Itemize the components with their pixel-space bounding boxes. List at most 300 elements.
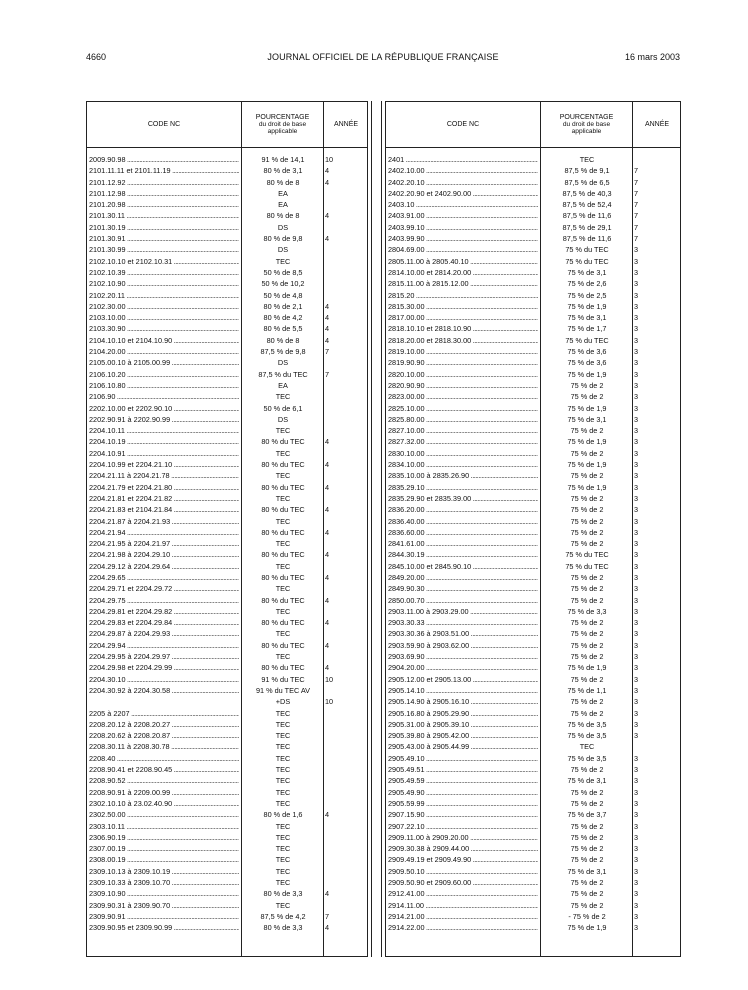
percentage-cell: 75 % de 1,1 (567, 685, 607, 695)
year-cell: 3 (634, 595, 639, 605)
percentage-cell: 75 % de 3,6 (567, 358, 607, 368)
year-cell: 3 (634, 267, 639, 277)
year-cell: 7 (325, 911, 330, 921)
year-cell: 3 (634, 663, 639, 673)
code-cell: 2804.69.00 ..... (388, 244, 538, 255)
code-cell: 2102.10.90 ..... (89, 278, 239, 289)
table-row (87, 674, 367, 685)
table-row (386, 482, 680, 493)
table-row (87, 719, 367, 730)
percentage-cell: 75 % de 2 (570, 629, 604, 639)
code-cell: 2819.10.00 ..... (388, 346, 538, 357)
table-row (87, 177, 367, 188)
table-row (386, 516, 680, 527)
code-cell: 2830.10.00 ..... (388, 448, 538, 459)
year-cell: 3 (634, 313, 639, 323)
year-cell: 3 (634, 753, 639, 763)
year-cell: 3 (634, 708, 639, 718)
percentage-cell: 75 % de 3,1 (567, 267, 607, 277)
table-row (87, 516, 367, 527)
table-row (386, 583, 680, 594)
code-cell: 2815.20 ..... (388, 290, 538, 301)
percentage-cell: TEC (275, 821, 291, 831)
code-cell: 2836.20.00 ..... (388, 504, 538, 515)
code-cell: 2849.90.30 ..... (388, 583, 538, 594)
table-row (386, 493, 680, 504)
percentage-cell: TEC (275, 448, 291, 458)
code-cell: 2101.12.92 ..... (89, 177, 239, 188)
code-cell: 2827.10.00 ..... (388, 425, 538, 436)
table-row (87, 210, 367, 221)
code-cell: 2912.41.00 ..... (388, 888, 538, 899)
percentage-cell: 50 % de 6,1 (263, 403, 303, 413)
table-row (87, 504, 367, 515)
year-cell: 3 (634, 787, 639, 797)
percentage-cell: 80 % de 2,1 (263, 301, 303, 311)
code-cell: 2105.00.10 à 2105.00.99 ..... (89, 357, 239, 368)
percentage-cell: 80 % de 3,1 (263, 166, 303, 176)
percentage-cell: 75 % du TEC (565, 561, 609, 571)
code-cell: 2204.21.83 et 2104.21.84 ..... (89, 504, 239, 515)
code-cell: 2835.10.00 à 2835.26.90 ..... (388, 470, 538, 481)
code-cell: 2106.10.80 ..... (89, 380, 239, 391)
percentage-cell: TEC (579, 155, 595, 164)
code-cell: 2815.30.00 ..... (388, 301, 538, 312)
table-row (386, 436, 680, 447)
percentage-cell: DS (277, 414, 289, 424)
table-row (386, 854, 680, 865)
year-cell: 3 (634, 618, 639, 628)
percentage-cell: 80 % du TEC (261, 640, 305, 650)
percentage-cell: 75 % du TEC (565, 245, 609, 255)
code-cell: 2905.49.51 ..... (388, 764, 538, 775)
table-row (386, 561, 680, 572)
percentage-cell: 75 % de 1,9 (567, 663, 607, 673)
table-row (87, 843, 367, 854)
table-row (386, 380, 680, 391)
code-cell: 2204.21.11 à 2204.21.78 ..... (89, 470, 239, 481)
table-row (386, 527, 680, 538)
code-cell: 2903.11.00 à 2903.29.00 ..... (388, 606, 538, 617)
year-cell: 4 (325, 460, 330, 470)
table-row (87, 583, 367, 594)
header-code: CODE NC (147, 121, 181, 128)
table-row (87, 640, 367, 651)
code-cell: 2835.29.10 ..... (388, 482, 538, 493)
table-row (87, 436, 367, 447)
percentage-cell: TEC (275, 753, 291, 763)
table-row (386, 900, 680, 911)
table-header (386, 102, 680, 148)
percentage-cell: 75 % de 2 (570, 900, 604, 910)
percentage-cell: EA (278, 380, 288, 390)
code-cell: 2101.30.19 ..... (89, 222, 239, 233)
code-cell: 2309.90.95 et 2309.90.99 ..... (89, 922, 239, 933)
percentage-cell: 87,5 % de 40,3 (562, 188, 612, 198)
table-row (386, 199, 680, 210)
table-row (87, 549, 367, 560)
table-row (386, 154, 680, 165)
year-cell: 4 (325, 663, 330, 673)
percentage-cell: 50 % de 4,8 (263, 290, 303, 300)
code-cell: 2818.10.10 et 2818.10.90 ..... (388, 323, 538, 334)
table-row (386, 640, 680, 651)
code-cell: 2101.30.11 ..... (89, 210, 239, 221)
percentage-cell: 75 % de 2 (570, 821, 604, 831)
percentage-cell: 80 % de 3,3 (263, 889, 303, 899)
percentage-cell: 75 % du TEC (565, 256, 609, 266)
code-cell: 2909.49.19 et 2909.49.90 ..... (388, 854, 538, 865)
code-cell: 2102.30.00 ..... (89, 301, 239, 312)
year-cell: 4 (325, 234, 330, 244)
percentage-cell: 80 % de 9,8 (263, 234, 303, 244)
percentage-cell: 91 % de 14,1 (261, 155, 305, 164)
code-cell: 2834.10.00 ..... (388, 459, 538, 470)
right-table (385, 101, 681, 957)
table-row (386, 278, 680, 289)
percentage-cell: TEC (275, 798, 291, 808)
year-cell: 3 (634, 256, 639, 266)
percentage-cell: 75 % de 2 (570, 380, 604, 390)
percentage-cell: 80 % du TEC (261, 482, 305, 492)
table-row (386, 222, 680, 233)
table-row (87, 323, 367, 334)
header-year: ANNÉE (644, 121, 670, 128)
percentage-cell: TEC (275, 426, 291, 436)
code-cell: 2102.20.11 ..... (89, 290, 239, 301)
percentage-cell: 80 % de 8 (266, 335, 300, 345)
percentage-cell: 50 % de 8,5 (263, 267, 303, 277)
year-cell: 4 (325, 618, 330, 628)
code-cell: 2106.10.20 ..... (89, 369, 239, 380)
percentage-cell: 75 % de 2 (570, 889, 604, 899)
code-cell: 2836.40.00 ..... (388, 516, 538, 527)
year-cell: 3 (634, 471, 639, 481)
table-row (386, 301, 680, 312)
percentage-cell: 75 % de 2 (570, 426, 604, 436)
year-cell: 3 (634, 866, 639, 876)
table-row (386, 391, 680, 402)
table-row (87, 651, 367, 662)
table-row (87, 391, 367, 402)
table-row (87, 922, 367, 933)
percentage-cell: TEC (275, 629, 291, 639)
table-row (87, 595, 367, 606)
code-cell: 2204.21.79 et 2204.21.80 ..... (89, 482, 239, 493)
table-row (386, 651, 680, 662)
percentage-cell: 75 % de 2 (570, 527, 604, 537)
year-cell: 3 (634, 731, 639, 741)
table-row (87, 244, 367, 255)
code-cell: 2914.21.00 ..... (388, 911, 538, 922)
table-row (87, 798, 367, 809)
code-cell: 2914.22.00 ..... (388, 922, 538, 933)
percentage-cell: 75 % de 1,9 (567, 403, 607, 413)
table-row (87, 403, 367, 414)
table-body (386, 154, 680, 933)
percentage-cell: 87,5 % de 29,1 (562, 222, 612, 232)
table-row (386, 606, 680, 617)
percentage-cell: TEC (275, 392, 291, 402)
table-row (386, 165, 680, 176)
code-cell: 2303.10.11 ..... (89, 821, 239, 832)
year-cell: 3 (634, 561, 639, 571)
year-cell: 3 (634, 776, 639, 786)
percentage-cell: 80 % du TEC (261, 437, 305, 447)
percentage-cell: 75 % de 2 (570, 640, 604, 650)
code-cell: 2009.90.98 ..... (89, 154, 239, 165)
percentage-cell: 80 % de 3,3 (263, 923, 303, 933)
table-row (87, 301, 367, 312)
code-cell: 2202.10.00 et 2202.90.10 ..... (89, 403, 239, 414)
table-row (87, 708, 367, 719)
table-row (386, 719, 680, 730)
code-cell: 2101.12.98 ..... (89, 188, 239, 199)
percentage-cell: DS (277, 245, 289, 255)
code-cell: 2907.15.90 ..... (388, 809, 538, 820)
percentage-cell: 75 % du TEC (565, 550, 609, 560)
year-cell: 3 (634, 821, 639, 831)
code-cell: 2309.10.33 à 2309.10.70 ..... (89, 877, 239, 888)
percentage-cell: TEC (275, 719, 291, 729)
code-cell: 2309.10.90 ..... (89, 888, 239, 899)
code-cell: 2101.20.98 ..... (89, 199, 239, 210)
year-cell: 3 (634, 380, 639, 390)
header-year: ANNÉE (333, 121, 359, 128)
table-row (87, 346, 367, 357)
table-row (87, 425, 367, 436)
year-cell: 4 (325, 335, 330, 345)
table-row (87, 448, 367, 459)
table-row (87, 617, 367, 628)
year-cell: 3 (634, 347, 639, 357)
year-cell: 3 (634, 606, 639, 616)
code-cell: 2905.49.59 ..... (388, 775, 538, 786)
code-cell: 2204.10.11 ..... (89, 425, 239, 436)
table-row (87, 482, 367, 493)
year-cell: 4 (325, 437, 330, 447)
table-row (386, 662, 680, 673)
code-cell: 2905.43.00 à 2905.44.99 ..... (388, 741, 538, 752)
year-cell: 3 (634, 392, 639, 402)
table-row (87, 188, 367, 199)
year-cell: 4 (325, 482, 330, 492)
code-cell: 2208.90.91 à 2209.00.99 ..... (89, 787, 239, 798)
code-cell: 2204.29.71 et 2204.29.72 ..... (89, 583, 239, 594)
code-cell: 2204.10.19 ..... (89, 436, 239, 447)
code-cell: 2905.39.80 à 2905.42.00 ..... (388, 730, 538, 741)
year-cell: 3 (634, 505, 639, 515)
table-row (386, 414, 680, 425)
percentage-cell: 75 % de 3,5 (567, 719, 607, 729)
year-cell: 3 (634, 923, 639, 933)
table-row (87, 538, 367, 549)
table-row (386, 210, 680, 221)
table-row (87, 787, 367, 798)
table-row (386, 911, 680, 922)
table-row (386, 730, 680, 741)
table-row (386, 448, 680, 459)
table-row (87, 900, 367, 911)
table-row (87, 662, 367, 673)
table-row (87, 911, 367, 922)
table-body (87, 154, 367, 933)
code-cell: 2208.90.41 et 2208.90.45 ..... (89, 764, 239, 775)
table-row (386, 323, 680, 334)
table-row (87, 775, 367, 786)
table-row (87, 561, 367, 572)
year-cell: 4 (325, 572, 330, 582)
code-cell: 2820.90.90 ..... (388, 380, 538, 391)
table-row (386, 922, 680, 933)
code-cell: 2909.50.90 et 2909.60.00 ..... (388, 877, 538, 888)
year-cell: 4 (325, 889, 330, 899)
percentage-cell: 80 % de 8 (266, 211, 300, 221)
percentage-cell: TEC (275, 765, 291, 775)
code-cell: 2844.30.19 ..... (388, 549, 538, 560)
table-row (386, 843, 680, 854)
percentage-cell: 91 % du TEC (261, 674, 305, 684)
year-cell: 3 (634, 765, 639, 775)
percentage-cell: TEC (275, 855, 291, 865)
year-cell: 3 (634, 911, 639, 921)
percentage-cell: 75 % de 2 (570, 798, 604, 808)
year-cell: 3 (634, 550, 639, 560)
code-cell: 2204.21.98 à 2204.29.10 ..... (89, 549, 239, 560)
code-cell: 2403.99.10 ..... (388, 222, 538, 233)
code-cell: 2204.29.12 à 2204.29.64 ..... (89, 561, 239, 572)
code-cell: 2208.40 ..... (89, 753, 239, 764)
year-cell: 3 (634, 403, 639, 413)
percentage-cell: 75 % de 2 (570, 878, 604, 887)
code-cell: 2403.10 ..... (388, 199, 538, 210)
table-row (386, 696, 680, 707)
table-row (87, 877, 367, 888)
table-row (386, 267, 680, 278)
code-cell: 2403.99.90 ..... (388, 233, 538, 244)
table-row (87, 278, 367, 289)
year-cell: 3 (634, 539, 639, 549)
year-cell: 3 (634, 279, 639, 289)
table-row (87, 459, 367, 470)
percentage-cell: 80 % du TEC (261, 618, 305, 628)
percentage-cell: 80 % du TEC (261, 527, 305, 537)
code-cell: 2204.29.98 et 2204.29.99 ..... (89, 662, 239, 673)
percentage-cell: TEC (275, 561, 291, 571)
year-cell: 7 (634, 200, 639, 210)
table-row (87, 685, 367, 696)
code-cell: 2835.29.90 et 2835.39.00 ..... (388, 493, 538, 504)
code-cell: 2208.20.12 à 2208.20.27 ..... (89, 719, 239, 730)
year-cell: 4 (325, 313, 330, 323)
table-row (386, 674, 680, 685)
table-row (87, 809, 367, 820)
percentage-cell: 75 % de 3,1 (567, 414, 607, 424)
percentage-cell: 75 % de 2,6 (567, 279, 607, 289)
year-cell: 3 (634, 878, 639, 887)
code-cell: 2204.21.87 à 2204.21.93 ..... (89, 516, 239, 527)
percentage-cell: TEC (275, 471, 291, 481)
year-cell: 3 (634, 448, 639, 458)
code-cell: 2307.00.19 ..... (89, 843, 239, 854)
code-cell: 2903.59.90 à 2903.62.00 ..... (388, 640, 538, 651)
page-number: 4660 (86, 52, 107, 62)
percentage-cell: 75 % de 2 (570, 652, 604, 662)
table-row (87, 493, 367, 504)
table-row (87, 165, 367, 176)
code-cell: 2850.00.70 ..... (388, 595, 538, 606)
table-row (386, 233, 680, 244)
code-cell: 2903.30.33 ..... (388, 617, 538, 628)
percentage-cell: TEC (275, 776, 291, 786)
year-cell: 3 (634, 516, 639, 526)
percentage-cell: 75 % de 3,1 (567, 313, 607, 323)
year-cell: 3 (634, 719, 639, 729)
table-row (386, 809, 680, 820)
publication-date: 16 mars 2003 (624, 52, 680, 62)
code-cell: 2309.90.91 ..... (89, 911, 239, 922)
percentage-cell: EA (278, 188, 288, 198)
table-row (386, 256, 680, 267)
percentage-cell: 75 % de 3,3 (567, 606, 607, 616)
percentage-cell: 75 % de 1,9 (567, 369, 607, 379)
journal-title: JOURNAL OFFICIEL DE LA RÉPUBLIQUE FRANÇAISE (267, 52, 499, 62)
table-row (87, 312, 367, 323)
table-row (386, 470, 680, 481)
table-row (386, 764, 680, 775)
year-cell: 3 (634, 685, 639, 695)
percentage-cell: 75 % de 3,7 (567, 810, 607, 820)
year-cell: 3 (634, 640, 639, 650)
percentage-cell: 75 % de 2 (570, 765, 604, 775)
percentage-cell: TEC (275, 900, 291, 910)
code-cell: 2204.30.10 ..... (89, 674, 239, 685)
year-cell: 3 (634, 798, 639, 808)
table-row (386, 798, 680, 809)
percentage-cell: DS (277, 222, 289, 232)
table-row (87, 527, 367, 538)
left-table (86, 101, 368, 957)
page-header (86, 52, 680, 66)
percentage-cell: 80 % du TEC (261, 595, 305, 605)
year-cell: 3 (634, 527, 639, 537)
percentage-cell: 75 % de 2 (570, 595, 604, 605)
code-cell: 2815.11.00 à 2815.12.00 ..... (388, 278, 538, 289)
percentage-cell: 75 % de 3,5 (567, 731, 607, 741)
percentage-cell: 87,5 % de 4,2 (260, 911, 306, 921)
table-row (87, 256, 367, 267)
table-row (87, 357, 367, 368)
table-row (386, 549, 680, 560)
header-percentage: POURCENTAGE du droit de base applicable (255, 114, 310, 135)
percentage-cell: TEC (275, 256, 291, 266)
year-cell: 3 (634, 245, 639, 255)
code-cell: 2101.11.11 et 2101.11.19 ..... (89, 165, 239, 176)
code-cell: 2909.30.38 à 2909.44.00 ..... (388, 843, 538, 854)
table-row (87, 821, 367, 832)
code-cell: 2204.10.99 et 2204.21.10 ..... (89, 459, 239, 470)
code-cell: 2825.10.00 ..... (388, 403, 538, 414)
percentage-cell: TEC (579, 742, 595, 752)
code-cell: 2302.10.10 à 23.02.40.90 ..... (89, 798, 239, 809)
percentage-cell: 75 % de 1,9 (567, 437, 607, 447)
percentage-cell: TEC (275, 708, 291, 718)
table-row (386, 188, 680, 199)
percentage-cell: 80 % du TEC (261, 572, 305, 582)
year-cell: 4 (325, 505, 330, 515)
percentage-cell: TEC (275, 539, 291, 549)
table-row (386, 595, 680, 606)
